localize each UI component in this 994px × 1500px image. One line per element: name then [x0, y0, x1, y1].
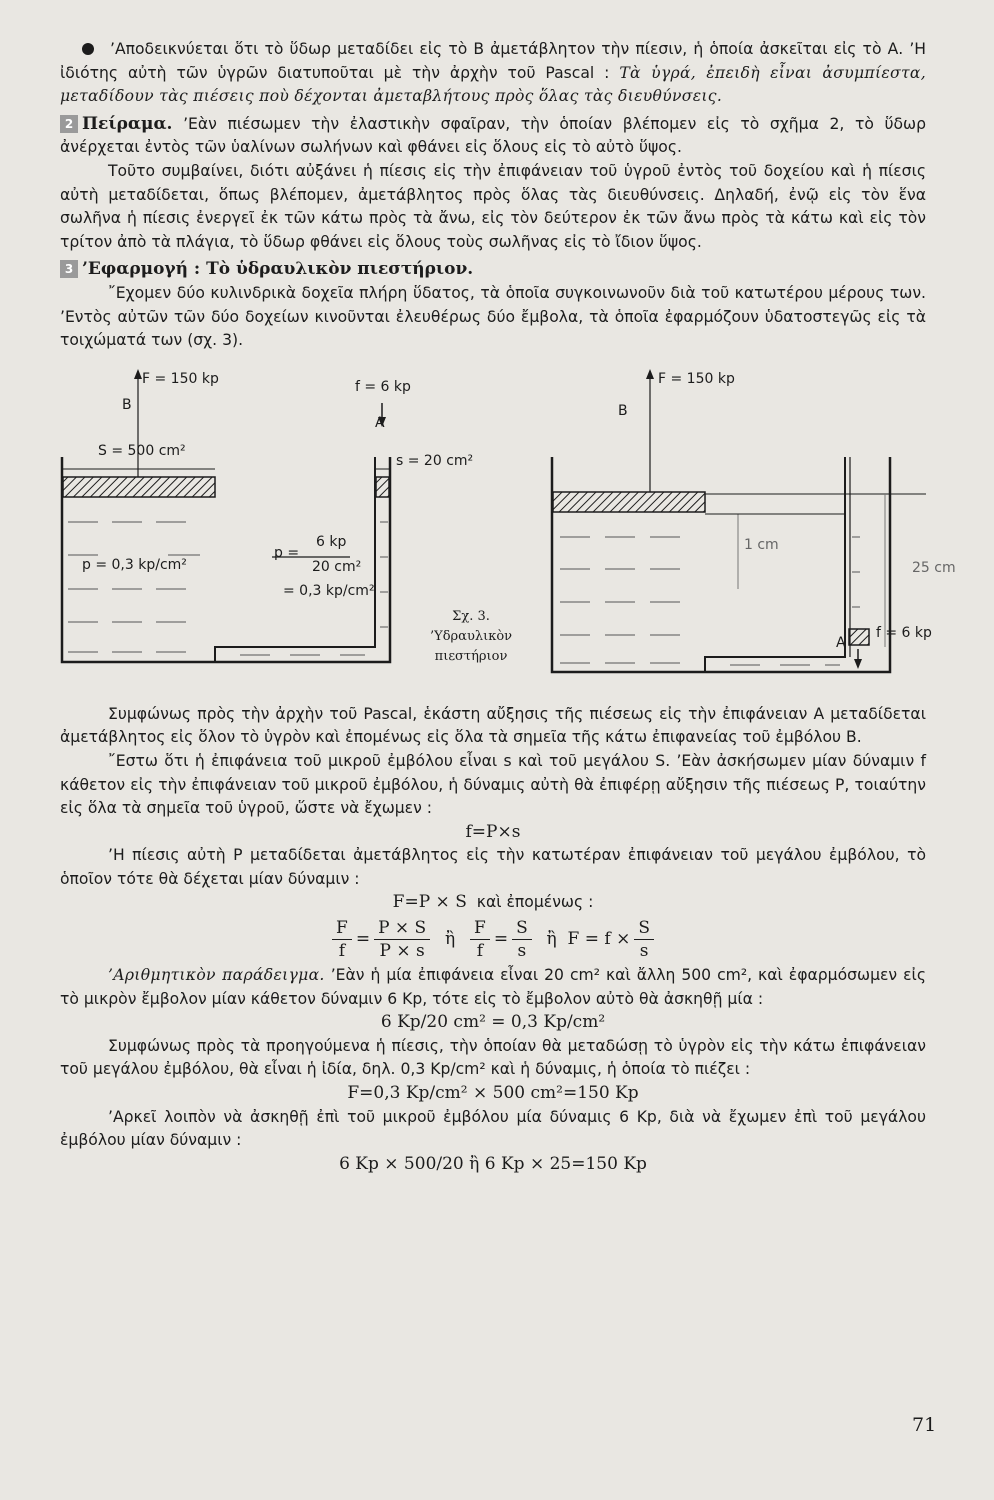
small-piston — [376, 477, 389, 497]
paragraph-result: Συμφώνως πρὸς τὰ προηγούμενα ἡ πίεσις, τὴν ὁποίαν θὰ μεταδώσῃ τὸ ὑγρὸν εἰς τὴν κάτω ἐπιφάνειαν τοῦ μεγάλου ἐμβόλου, θὰ εἶναι ἡ ἰδία, δηλ. 0,3 Kp/cm² καὶ ἡ δύναμις, ἡ ὁποία τὸ πιέζει : — [60, 1036, 926, 1079]
piston-B-right-label: B — [618, 402, 628, 419]
force-F-right-label: F = 150 kp — [658, 370, 735, 387]
equation-force: F=0,3 Kp/cm² × 500 cm²=150 Kp — [347, 1083, 639, 1104]
piston-B-left-label: B — [122, 396, 132, 413]
section-number-badge: 3 — [60, 260, 78, 278]
pressure-eq-label: p = — [274, 544, 300, 561]
right-press — [552, 369, 926, 672]
equation-f: f=P×s — [465, 821, 521, 842]
paragraph-conclusion: ’Αρκεῖ λοιπὸν νὰ ἀσκηθῇ ἐπὶ τοῦ μικροῦ ἐμβόλου μία δύναμις 6 Kp, διὰ νὰ ἔχωμεν ἐπὶ τοῦ μεγάλου ἐμβόλου μίαν δύναμιν : — [60, 1107, 926, 1150]
section-number-badge: 2 — [60, 115, 78, 133]
section-title: ’Εφαρμογή : Τὸ ὑδραυλικὸν πιεστήριον. — [82, 259, 474, 280]
equation-pressure: 6 Kp/20 cm² = 0,3 Kp/cm² — [380, 1012, 606, 1033]
paragraph-pressure-transfer: ’Η πίεσις αὐτὴ P μεταδίδεται ἀμετάβλητος εἰς τὴν κατωτέραν ἐπιφάνειαν τοῦ μεγάλου ἐμβόλου, τὸ ὁποῖον τότε θὰ δέχεται μίαν δύναμιν : — [60, 846, 926, 888]
pascal-principle-italic: Τὰ ὑγρά, ἐπειδὴ εἶναι ἀσυμπίεστα, μεταδίδουν τὰς πιέσεις ποὺ δέχονται ἀμεταβλήτους πρὸς ὅλας τὰς διευθύνσεις. — [60, 63, 926, 106]
force-f-right-label: f = 6 kp — [876, 624, 932, 641]
paragraph-press-description: ῎Εχομεν δύο κυλινδρικὰ δοχεῖα πλήρη ὕδατος, τὰ ὁποῖα συγκοινωνοῦν διὰ τοῦ κατωτέρου μέρους των. ’Εντὸς αὐτῶν τῶν δύο δοχείων κινοῦνται ἐλευθέρως δύο ἔμβολα, τὰ ὁποῖα ἐφαρμόζουν ὑδατοστεγῶς εἰς τὰ τοιχώματά των (σχ. 3). — [60, 283, 926, 350]
equation-ratios: $\frac{F}{f}$ = $\frac{P \times S}{P \times s}$ ἢ $\frac{F}{f}$ = $\frac{S}{s}$ ἢ F = f × $\frac{S}{s}$ — [60, 917, 926, 962]
pressure-denominator: 20 cm² — [312, 558, 362, 575]
paragraph-pistons: ῎Εστω ὅτι ἡ ἐπιφάνεια τοῦ μικροῦ ἐμβόλου εἶναι s καὶ τοῦ μεγάλου S. ’Εὰν ἀσκήσωμεν μίαν δύναμιν f κάθετον εἰς τὴν ἐπιφάνειαν τοῦ μικροῦ ἐμβόλου, ἡ δύναμις αὐτὴ θὰ ἐπιφέρῃ αὔξησιν τῆς πιέσεως P, τοιαύτην εἰς ὅλα τὰ σημεῖα τοῦ ὑγροῦ, ὥστε νὰ ἔχωμεν : — [60, 751, 926, 818]
section-title: Πείραμα. — [82, 113, 173, 134]
distance-25cm-label: 25 cm — [912, 559, 956, 576]
paragraph-pascal: ’Αποδεικνύεται ὅτι τὸ ὕδωρ μεταδίδει εἰς τὸ Β ἀμετάβλητον τὴν πίεσιν, ἡ ὁποία ἀσκεῖται εἰς τὸ Α. ’Η ἰδιότης αὐτὴ τῶν ὑγρῶν διατυποῦται μὲ τὴν ἀρχὴν τοῦ Pascal : Τὰ ὑγρά, ἐπειδὴ εἶναι ἀσυμπίεστα, μεταδίδουν τὰς πιέσεις ποὺ δέχονται ἀμεταβλήτους πρὸς ὅλας τὰς διευθύνσεις. — [60, 40, 926, 106]
pressure-numerator: 6 kp — [316, 533, 347, 550]
distance-1cm-label: 1 cm — [744, 536, 779, 553]
page-number: 71 — [912, 1414, 937, 1436]
force-f-top-label: f = 6 kp — [355, 378, 411, 395]
large-piston — [63, 477, 215, 497]
paragraph-numeric-example: ’Αριθμητικὸν παράδειγμα. ’Εὰν ἡ μία ἐπιφάνεια εἶναι 20 cm² καὶ ἄλλη 500 cm², καὶ ἐφαρμόσωμεν εἰς τὸ μικρὸν ἔμβολον μίαν κάθετον δύναμιν 6 Kp, τότε εἰς τὸ ἔμβολον αὐτὸ θὰ ἀσκηθῇ μία : — [60, 966, 926, 1008]
paragraph-pascal-application: Συμφώνως πρὸς τὴν ἀρχὴν τοῦ Pascal, ἑκάστη αὔξησις τῆς πιέσεως εἰς τὴν ἐπιφάνειαν Α μεταδίδεται ἀμετάβλητος εἰς ὅλον τὸ ὑγρὸν καὶ ἐπομένως εἰς ὅλα τὰ σημεῖα τῆς κάτω ἐπιφανείας τοῦ ἐμβόλου Β. — [60, 704, 926, 747]
left-press — [62, 369, 390, 662]
page-content — [60, 38, 956, 1176]
bullet-icon — [82, 43, 94, 55]
equation-F: F=P × S καὶ ἐπομένως : — [392, 892, 594, 913]
piston-A-top-label: A — [375, 414, 385, 431]
figure-hydraulic-press — [60, 357, 956, 697]
small-area-label: s = 20 cm² — [396, 452, 474, 469]
figure-caption: Σχ. 3. ’Υδραυλικὸν πιεστήριον — [430, 608, 513, 664]
section-application — [60, 258, 926, 282]
paragraph-explanation: Τοῦτο συμβαίνει, διότι αὐξάνει ἡ πίεσις εἰς τὴν ἐπιφάνειαν τοῦ ὑγροῦ ἐντὸς τοῦ δοχείου καὶ ἡ πίεσις αὐτὴ μεταδίδεται, ὅπως βλέπομεν, ἀμετάβλητος πρὸς ὅλας τὰς διευθύνσεις. Δηλαδή, ἐνῷ εἰς τὸν ἕνα σωλῆνα ἡ πίεσις ἐνεργεῖ ἐκ τῶν κάτω πρὸς τὰ ἄνω, εἰς τὸν δεύτερον ἐκ τῶν ἄνω πρὸς τὰ κάτω καὶ εἰς τὸν τρίτον ἀπὸ τὰ πλάγια, τὸ ὕδωρ φθάνει εἰς ὅλους τοὺς σωλῆνας εἰς τὸ ἴδιον ὕψος. — [60, 161, 926, 251]
pressure-result: = 0,3 kp/cm² — [283, 582, 375, 599]
piston-A-right-label: A — [836, 634, 846, 651]
large-area-label: S = 500 cm² — [98, 442, 186, 459]
pressure-left-label: p = 0,3 kp/cm² — [82, 556, 187, 573]
equation-final: 6 Kp × 500/20 ἢ 6 Kp × 25=150 Kp — [339, 1153, 647, 1174]
large-piston-right — [553, 492, 705, 512]
force-F-left-label: F = 150 kp — [142, 370, 219, 387]
small-piston-right — [849, 629, 869, 645]
section-experiment: 2 Πείραμα. ’Εὰν πιέσωμεν τὴν ἐλαστικὴν σφαῖραν, τὴν ὁποίαν βλέπομεν εἰς τὸ σχῆμα 2, τὸ ὕδωρ ἀνέρχεται ἐντὸς τῶν ὑαλίνων σωλήνων καὶ φθάνει εἰς ὅλους εἰς τὸ αὐτὸ ὕψος. — [60, 113, 926, 157]
